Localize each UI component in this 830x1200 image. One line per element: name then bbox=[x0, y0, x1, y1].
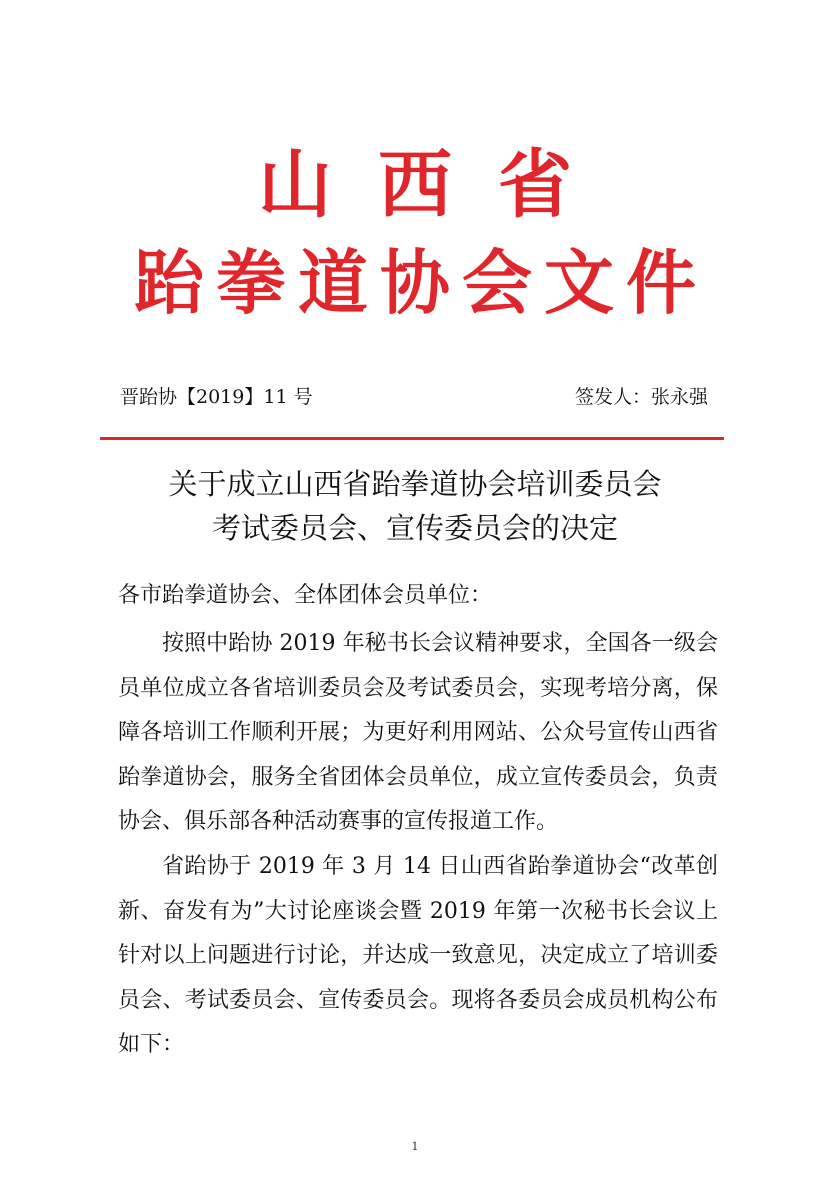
paragraph: 省跆协于 2019 年 3 月 14 日山西省跆拳道协会“改革创新、奋发有为”大讨论座谈会暨 2019 年第一次秘书长会议上针对以上问题进行讨论，并达成一致意见，决定成立了培训委员会、考试委员会、宣传委员会。现将各委员会成员机构公布如下： bbox=[118, 853, 718, 1058]
document-title bbox=[0, 462, 830, 550]
document-number: 晋跆协【2019】11 号 bbox=[120, 386, 313, 408]
header-association-title: 跆拳道协会文件 bbox=[134, 241, 708, 324]
title-line-2: 考试委员会、宣传委员会的决定 bbox=[211, 511, 618, 545]
header-province: 山西省 bbox=[258, 142, 618, 228]
body-text bbox=[118, 622, 718, 1068]
red-divider-line bbox=[100, 437, 724, 440]
page-number: 1 bbox=[411, 1140, 419, 1153]
signer: 签发人：张永强 bbox=[574, 386, 708, 408]
paragraph: 按照中跆协 2019 年秘书长会议精神要求，全国各一级会员单位成立各省培训委员会及考试委员会，实现考培分离，保障各培训工作顺利开展；为更好利用网站、公众号宣传山西省跆拳道协会，服务全省团体会员单位，成立宣传委员会，负责协会、俱乐部各种活动赛事的宣传报道工作。 bbox=[118, 631, 718, 835]
salutation: 各市跆拳道协会、全体团体会员单位： bbox=[118, 583, 493, 608]
title-line-1: 关于成立山西省跆拳道协会培训委员会 bbox=[168, 467, 662, 501]
